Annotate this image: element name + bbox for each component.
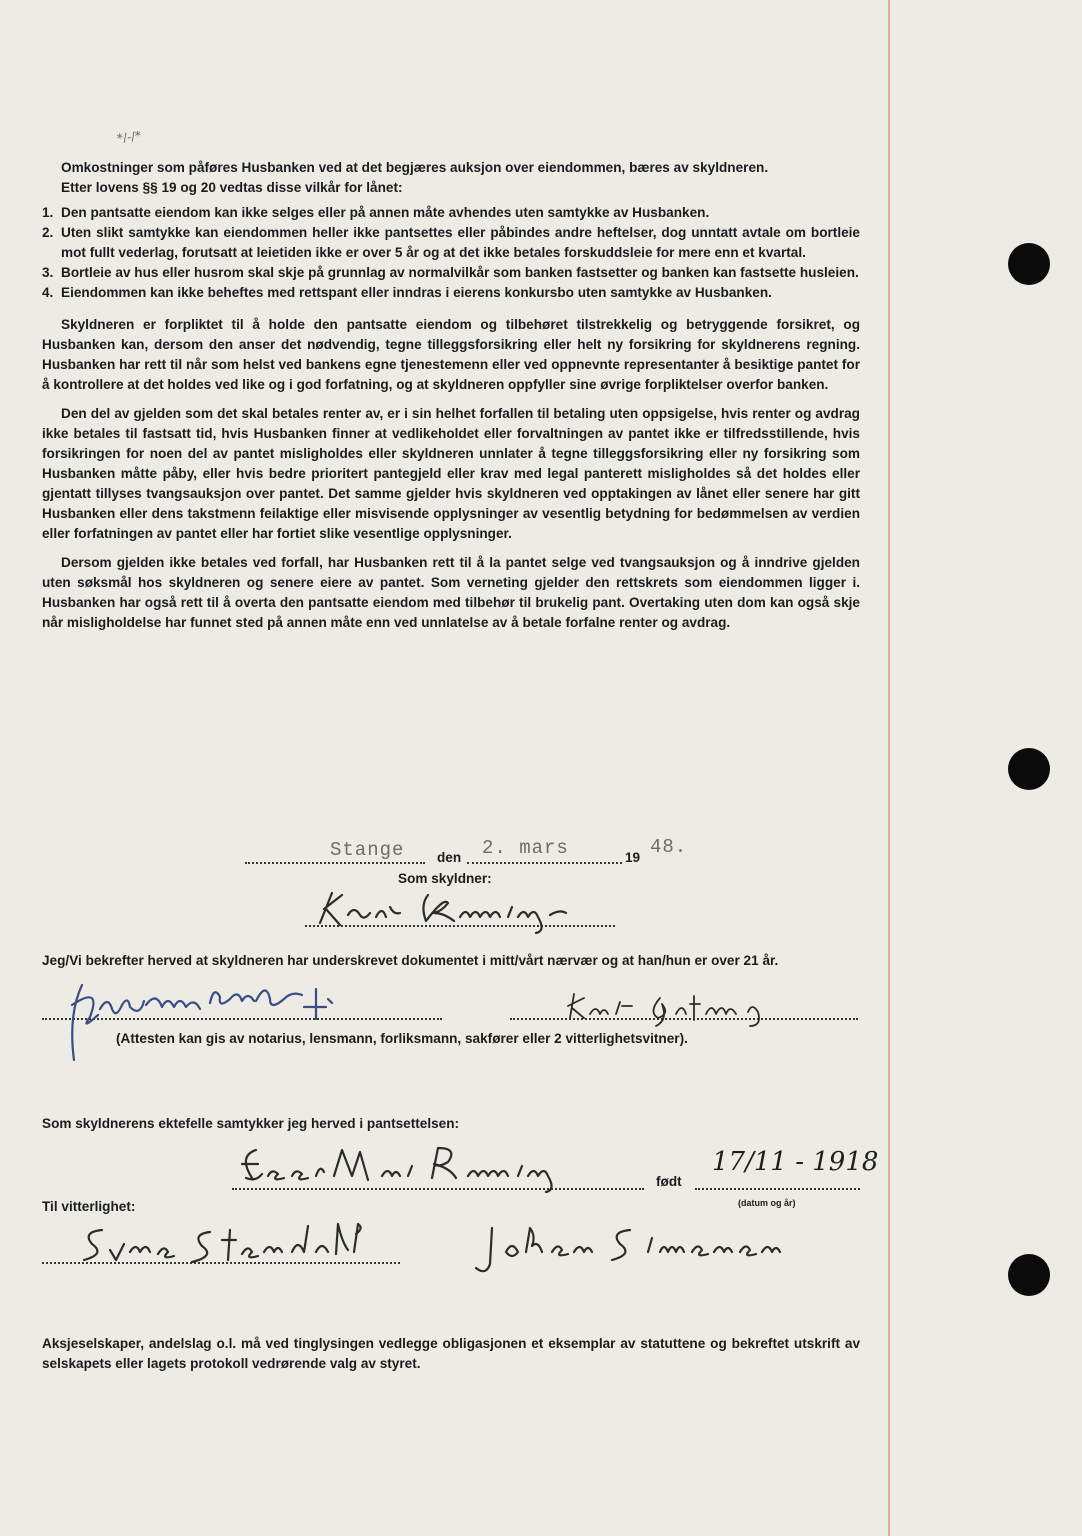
term-number: 1. (42, 205, 54, 220)
punch-hole-bottom (1008, 1254, 1050, 1296)
place-value: Stange (330, 839, 405, 861)
date-value: 2. mars (482, 837, 569, 859)
debtor-label: Som skyldner: (398, 871, 492, 886)
witness1-signature (60, 975, 360, 1065)
paragraph-default: Den del av gjelden som det skal betales renter av, er i sin helhet forfallen til betaling uten oppsigelse, hvis renter og avdrag ikke betales til fastsatt tid, hvis Husbanken finner at vedlikeholdet eller forvaltningen av pantet ikke er tilfredsstillende, hvis forsikringen for noen del av pantet misligholdes eller skyldneren unnlater å tegne tilleggsforsikring eller ny forsikring som Husbanken måtte påby, eller hvis bedre prioritert pantegjeld eller krav med legal panterett misligholdes så det holdes eller gjentatt tillyses tvangsauksjon over pantet. Det samme gjelder hvis skyldneren ved opptakingen av lånet eller senere har gitt Husbanken eller dens takstmenn feilaktige eller misvisende opplysninger av vesentlig betydning for bedømmelsen av verdien eller forfatningen av pantet eller har fortiet slike vesentlige opplysninger. (42, 406, 860, 541)
footer-note: Aksjeselskaper, andelslag o.l. må ved tinglysingen vedlegge obligasjonen et eksemplar av statuttene og bekreftet utskrift av selskapets eller lagets protokoll vedrørende valg av styret. (42, 1336, 860, 1371)
term-number: 3. (42, 265, 54, 280)
term-item (42, 263, 860, 283)
handwritten-mark: */-/* (116, 128, 142, 146)
punch-hole-middle (1008, 748, 1050, 790)
paragraph-costs: Omkostninger som påføres Husbanken ved at det begjæres auksjon over eiendommen, bæres av skyldneren. (61, 160, 769, 175)
witness-statement: Jeg/Vi bekrefter herved at skyldneren har underskrevet dokumentet i mitt/vårt nærvær og at han/hun er over 21 år. (42, 953, 779, 968)
debtor-signature (310, 885, 620, 935)
term-text: Uten slikt samtykke kan eiendommen heller ikke pantsettes eller påbindes andre heftelser, dog unntatt avtale om bortleie mot fullt vederlag, forutsatt at leietiden ikke er over 5 år og at det ikke betales forskuddsleie for mere enn et kvartal. (61, 225, 860, 260)
margin-line (888, 0, 890, 1536)
term-item (42, 223, 860, 263)
born-date-line (695, 1188, 860, 1190)
born-date: 17/11 - 1918 (712, 1147, 879, 1177)
punch-hole-top (1008, 243, 1050, 285)
term-text: Bortleie av hus eller husrom skal skje på grunnlag av normalvilkår som banken fastsetter og banken kan fastsette husleien. (61, 265, 859, 280)
term-number: 2. (42, 225, 54, 240)
born-label: født (656, 1174, 682, 1189)
date-year-note: (datum og år) (738, 1198, 796, 1208)
paragraph-terms-intro: Etter lovens §§ 19 og 20 vedtas disse vilkår for lånet: (61, 180, 403, 195)
term-text: Eiendommen kan ikke beheftes med rettspant eller inndras i eierens konkursbo uten samtykke av Husbanken. (61, 285, 772, 300)
witness2-signature (560, 988, 800, 1028)
spouse-consent: Som skyldnerens ektefelle samtykker jeg herved i pantsettelsen: (42, 1116, 460, 1131)
term-item (42, 203, 860, 223)
witness-label: Til vitterlighet: (42, 1199, 136, 1214)
term-text: Den pantsatte eiendom kan ikke selges eller på annen måte avhendes uten samtykke av Husbanken. (61, 205, 710, 220)
attest-note: (Attesten kan gis av notarius, lensmann, forliksmann, sakfører eller 2 vitterlighetsvitner). (116, 1031, 688, 1046)
term-number: 4. (42, 285, 54, 300)
paragraph-insurance: Skyldneren er forpliktet til å holde den pantsatte eiendom og tilbehøret tilstrekkelig og betryggende forsikret, og Husbanken kan, dersom den anser det nødvendig, tegne tilleggsforsikring eller helt ny forsikring for skyldnerens regning. Husbanken har rett til når som helst ved bankens egne tjenestemenn eller ved oppnevnte representanter å besiktige pantet for å kontrollere at det holdes ved like og i god forfatning, og at skyldneren oppfyller sine øvrige forpliktelser overfor banken. (42, 317, 860, 392)
year-value: 48. (650, 836, 688, 858)
den-label: den (437, 850, 462, 865)
witness3-signature (80, 1222, 380, 1272)
spouse-signature (232, 1142, 592, 1192)
term-item (42, 283, 860, 303)
year-prefix: 19 (625, 850, 641, 865)
witness4-signature (470, 1222, 800, 1282)
place-line (245, 862, 425, 864)
date-line (467, 862, 622, 864)
paragraph-forced-sale: Dersom gjelden ikke betales ved forfall, har Husbanken rett til å la pantet selge ved tvangsauksjon og å inndrive gjelden uten søksmål hos skyldneren og senere eiere av pantet. Som verneting gjelder den rettskrets som eiendommen ligger i. Husbanken har også rett til å overta den pantsatte eiendom med tilbehør til brukelig pant. Overtaking uten dom kan også skje når misligholdelse har funnet sted på annen måte enn ved unnlatelse av å betale forfalne renter og avdrag. (42, 555, 860, 630)
terms-text-block (42, 158, 860, 633)
